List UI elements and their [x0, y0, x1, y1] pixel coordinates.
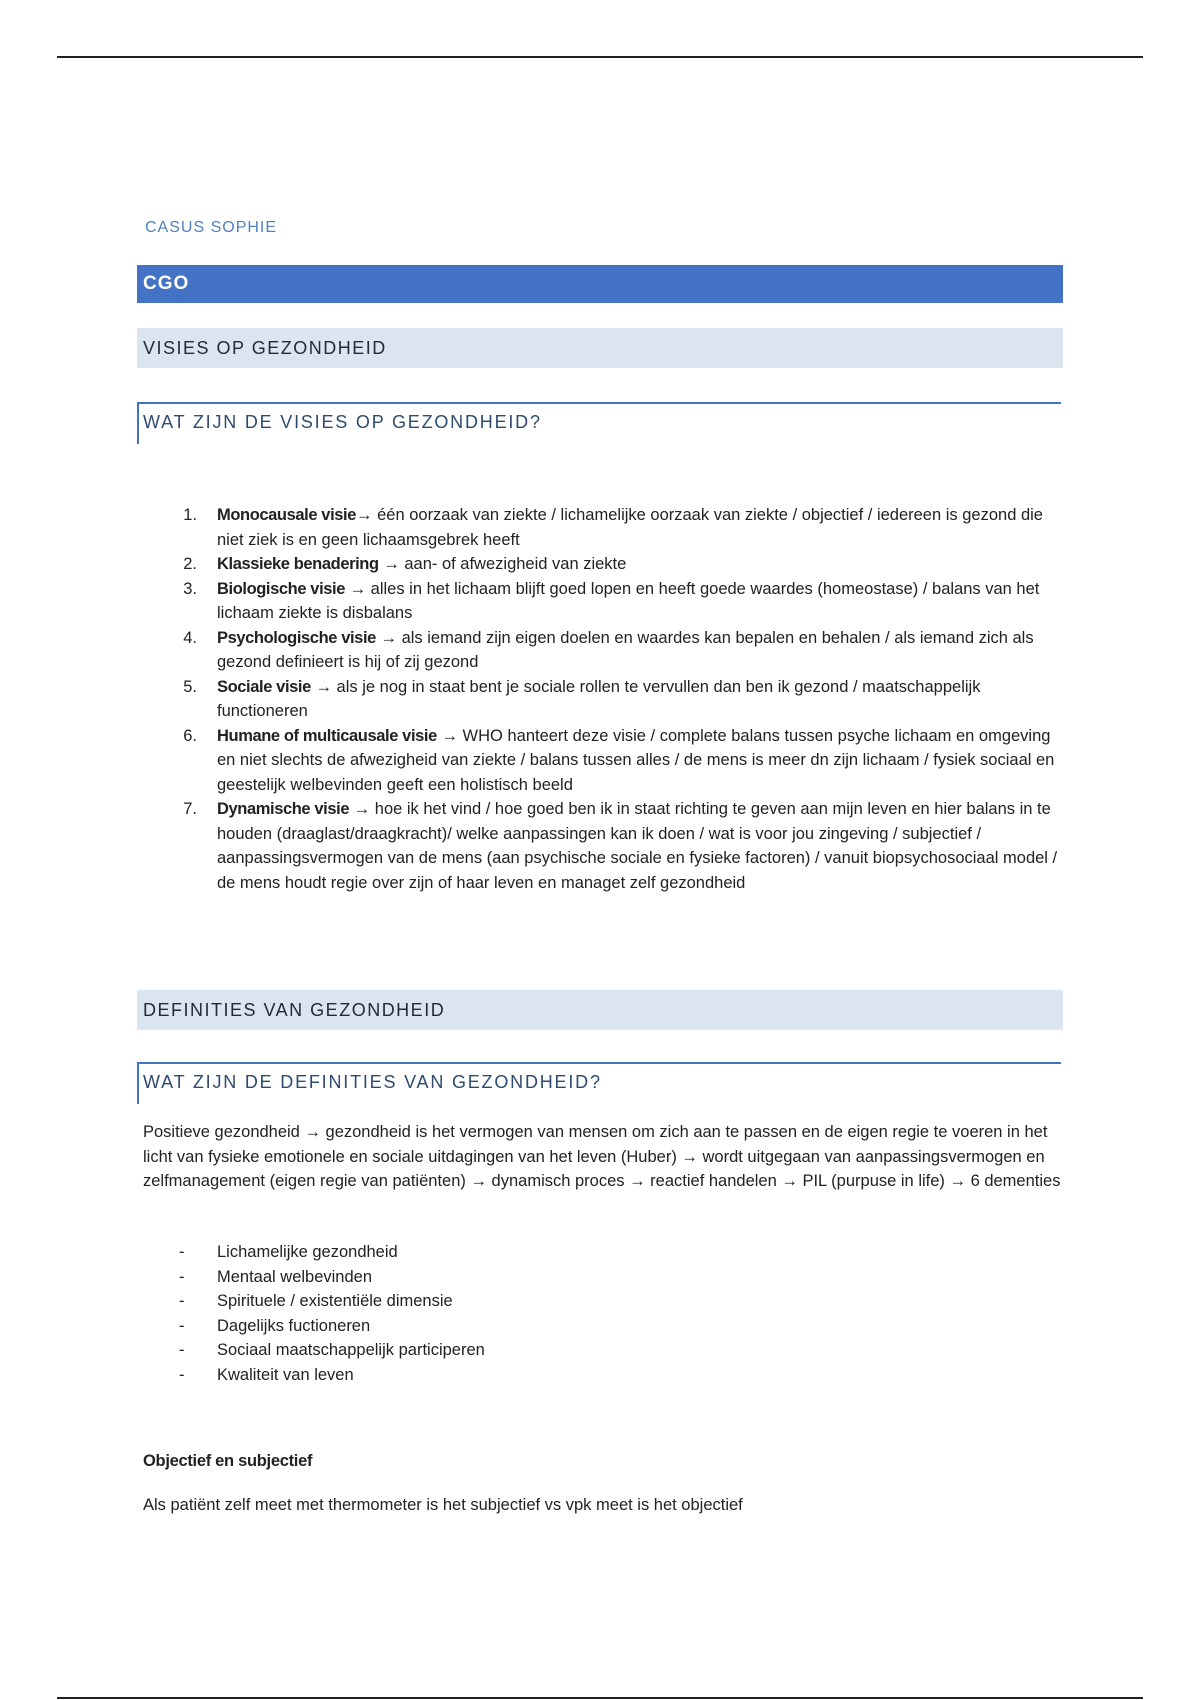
vision-item	[179, 724, 1059, 798]
list-number: 7.	[183, 800, 197, 818]
case-title: CASUS SOPHIE	[145, 219, 278, 236]
closing-paragraph: Als patiënt zelf meet met thermometer is het subjectief vs vpk meet is het objectief	[143, 1496, 743, 1514]
dimension-item	[179, 1363, 485, 1388]
footer-rule	[57, 1697, 1143, 1699]
dash-bullet: -	[179, 1365, 185, 1384]
list-number: 6.	[183, 726, 197, 745]
question-heading-visies: WAT ZIJN DE VISIES OP GEZONDHEID?	[137, 402, 1061, 444]
vision-term: Dynamische visie	[217, 800, 350, 818]
vision-description: → WHO hanteert deze visie / complete balans tussen psyche lichaam en omgeving en niet slechts de afwezigheid van ziekte / balans tussen alles / de mens is meer dn zijn lichaam / fysiek sociaal en geestelijk welbevinden geeft een holistisch beeld	[217, 726, 1055, 794]
list-number: 1.	[183, 506, 197, 524]
vision-item	[179, 797, 1059, 895]
list-number: 3.	[183, 579, 197, 598]
dash-bullet: -	[179, 1267, 185, 1286]
vision-term: Monocausale visie	[217, 506, 357, 524]
vision-description: → aan- of afwezigheid van ziekte	[378, 555, 627, 573]
dash-bullet: -	[179, 1316, 185, 1335]
dimension-label: Kwaliteit van leven	[217, 1365, 354, 1384]
dimension-item	[179, 1265, 485, 1290]
dimension-item	[179, 1314, 485, 1339]
dimension-item	[179, 1240, 485, 1265]
dash-bullet: -	[179, 1292, 185, 1310]
dimension-label: Dagelijks fuctioneren	[217, 1316, 371, 1335]
vision-description: → hoe ik het vind / hoe goed ben ik in staat richting te geven aan mijn leven en hier balans in te houden (draaglast/draagkracht)/ welke aanpassingen kan ik doen / wat is voor jou zingeving / subjectief / aanpassingsvermogen van de mens (aan psychische sociale en fysieke factoren) / vanuit biopsychosociaal model / de mens houdt regie over zijn of haar leven en managet zelf gezondheid	[217, 800, 1058, 892]
dimension-item	[179, 1338, 485, 1363]
vision-item	[179, 503, 1059, 552]
section-heading-visies: VISIES OP GEZONDHEID	[137, 328, 1063, 368]
vision-item	[179, 675, 1059, 724]
dimension-label: Mentaal welbevinden	[217, 1267, 373, 1286]
vision-description: → als je nog in staat bent je sociale rollen te vervullen dan ben ik gezond / maatschappelijk functioneren	[217, 677, 981, 720]
dimensions-list	[179, 1240, 485, 1387]
vision-term: Humane of multicausale visie	[217, 726, 437, 745]
dimension-label: Lichamelijke gezondheid	[217, 1243, 398, 1261]
vision-term: Sociale visie	[217, 677, 311, 696]
vision-term: Psychologische visie	[217, 628, 376, 647]
header-rule	[57, 56, 1143, 58]
vision-description: → alles in het lichaam blijft goed lopen en heeft goede waardes (homeostase) / balans van het lichaam ziekte is disbalans	[217, 579, 1040, 622]
dimension-label: Spirituele / existentiële dimensie	[217, 1292, 453, 1310]
list-number: 5.	[183, 677, 197, 696]
list-number: 4.	[183, 628, 197, 647]
vision-term: Biologische visie	[217, 579, 345, 598]
dimension-item	[179, 1289, 485, 1314]
vision-item	[179, 626, 1059, 675]
subheading-objectief-subjectief: Objectief en subjectief	[143, 1452, 313, 1470]
question-heading-definities: WAT ZIJN DE DEFINITIES VAN GEZONDHEID?	[137, 1062, 1061, 1104]
vision-description: → als iemand zijn eigen doelen en waardes kan bepalen en behalen / als iemand zich als gezond definieert is hij of zij gezond	[217, 628, 1034, 671]
positive-health-paragraph: Positieve gezondheid → gezondheid is het vermogen van mensen om zich aan te passen en de eigen regie te voeren in het licht van fysieke emotionele en sociale uitdagingen van het leven (Huber) → wordt uitgegaan van aanpassingsvermogen en zelfmanagement (eigen regie van patiënten) → dynamisch proces → reactief handelen → PIL (purpuse in life) → 6 dementies	[143, 1123, 1061, 1190]
dimension-label: Sociaal maatschappelijk participeren	[217, 1341, 485, 1359]
vision-item	[179, 577, 1059, 626]
vision-item	[179, 552, 1059, 577]
dash-bullet: -	[179, 1341, 185, 1359]
section-heading-definities: DEFINITIES VAN GEZONDHEID	[137, 990, 1063, 1030]
visions-list	[179, 503, 1059, 895]
dash-bullet: -	[179, 1243, 185, 1261]
heading-cgo: CGO	[137, 265, 1063, 303]
list-number: 2.	[183, 555, 197, 573]
vision-term: Klassieke benadering	[217, 555, 379, 573]
vision-description: → één oorzaak van ziekte / lichamelijke oorzaak van ziekte / objectief / iedereen is gezond die niet ziek is en geen lichaamsgebrek heeft	[217, 506, 1043, 549]
